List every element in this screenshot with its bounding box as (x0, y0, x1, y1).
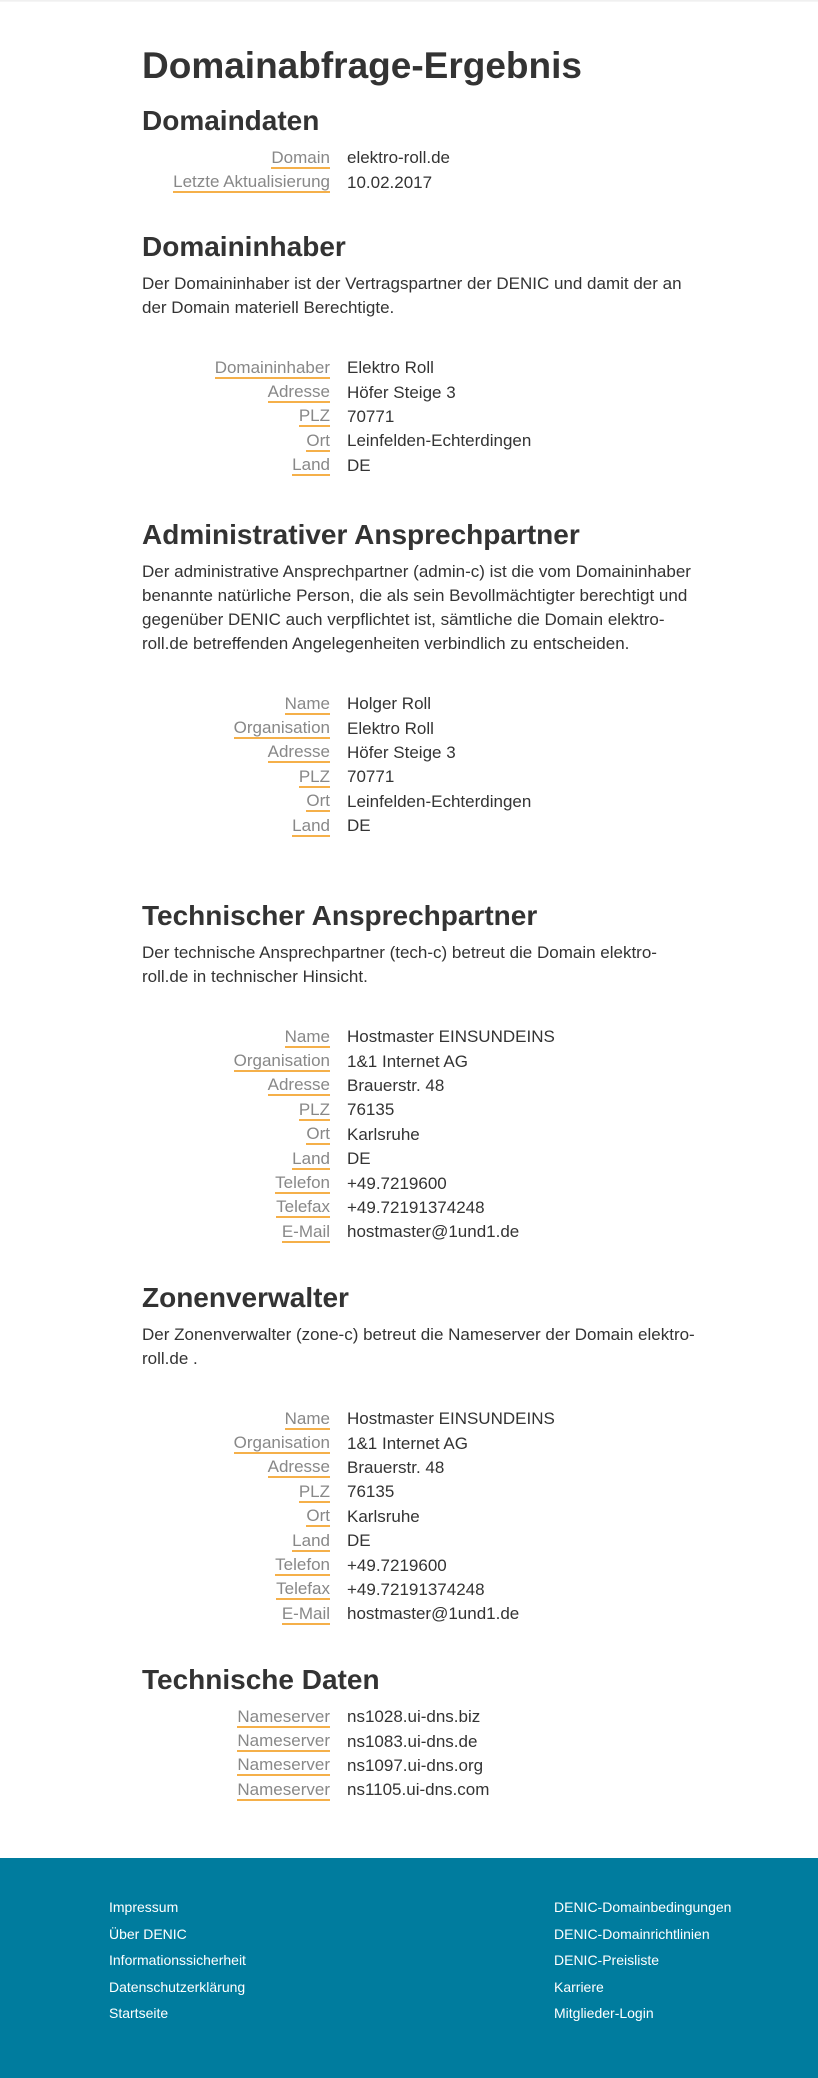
row-label: Organisation (233, 1051, 330, 1071)
row-label-cell (142, 1051, 347, 1072)
domaininhaber-intro: Der Domaininhaber ist der Vertragspartner der DENIC und damit der an der Domain materiell Berechtigte. (142, 274, 682, 317)
row-label-cell (142, 767, 347, 788)
section-tech-c (142, 899, 702, 1245)
row-label: Telefax (276, 1197, 330, 1217)
row-label-cell (142, 1555, 347, 1576)
row-label: Letzte Aktualisierung (173, 172, 330, 192)
data-row (142, 146, 450, 170)
row-label: Nameserver (237, 1779, 330, 1799)
row-value: Brauerstr. 48 (347, 1457, 445, 1477)
footer-link[interactable]: Startseite (109, 2005, 169, 2021)
data-row (142, 716, 702, 740)
row-value: ns1083.ui-dns.de (347, 1731, 478, 1751)
data-row (142, 170, 450, 194)
row-label: Adresse (267, 742, 330, 762)
main-content (142, 44, 702, 1800)
footer-link[interactable]: Mitglieder-Login (554, 2005, 654, 2021)
row-label-cell (142, 1433, 347, 1454)
row-value: DE (347, 455, 371, 475)
row-label: Telefon (275, 1173, 330, 1193)
row-value: Hostmaster EINSUNDEINS (347, 1409, 555, 1429)
row-label: Domaininhaber (214, 357, 330, 377)
row-label-cell (142, 431, 347, 452)
data-row (142, 1147, 702, 1171)
row-value: Leinfelden-Echterdingen (347, 791, 532, 811)
section-heading-admin-c: Administrativer Ansprechpartner (142, 519, 580, 550)
row-label: PLZ (298, 1099, 330, 1119)
data-row (142, 1171, 702, 1195)
row-value: hostmaster@1und1.de (347, 1222, 520, 1242)
data-row (142, 1578, 702, 1602)
data-row (142, 1049, 702, 1073)
data-row (142, 1196, 702, 1220)
data-row (142, 380, 702, 404)
row-label: Name (284, 693, 330, 713)
row-label-cell (142, 1531, 347, 1552)
zone-c-list (142, 1407, 702, 1627)
row-label: Domain (271, 147, 330, 167)
row-label-cell (142, 358, 347, 379)
section-heading-domaindaten: Domaindaten (142, 105, 320, 136)
data-row (142, 1754, 489, 1778)
row-label-cell (142, 1604, 347, 1625)
row-label-cell (142, 1197, 347, 1218)
data-row (142, 741, 702, 765)
data-row (142, 1407, 702, 1431)
row-value: +49.72191374248 (347, 1197, 485, 1217)
footer-link[interactable]: Impressum (109, 1899, 179, 1915)
row-label: Ort (306, 1124, 330, 1144)
section-heading-zone-c: Zonenverwalter (142, 1282, 349, 1313)
row-value: DE (347, 1531, 371, 1551)
row-label-cell (142, 1579, 347, 1600)
row-value: 76135 (347, 1482, 395, 1502)
data-row (142, 429, 702, 453)
row-label: Land (292, 1148, 330, 1168)
row-label-cell (142, 382, 347, 403)
data-row (142, 814, 702, 838)
row-label-cell (142, 791, 347, 812)
data-row (142, 1480, 702, 1504)
row-label-cell (142, 1027, 347, 1048)
data-row (142, 692, 702, 716)
row-label: Telefon (275, 1555, 330, 1575)
row-value: Karlsruhe (347, 1124, 420, 1144)
row-label: Name (284, 1026, 330, 1046)
row-value: 76135 (347, 1100, 395, 1120)
domaindaten-list (142, 146, 450, 195)
row-value: 70771 (347, 767, 395, 787)
row-value: DE (347, 1149, 371, 1169)
row-value: hostmaster@1und1.de (347, 1604, 520, 1624)
data-row (142, 1025, 702, 1049)
section-domaininhaber (142, 230, 702, 478)
row-value: Karlsruhe (347, 1506, 420, 1526)
data-row (142, 1778, 489, 1802)
data-row (142, 1074, 702, 1098)
tech-c-intro: Der technische Ansprechpartner (tech-c) betreut die Domain elektro-roll.de in technischer Hinsicht. (142, 943, 657, 986)
row-label-cell (142, 406, 347, 427)
row-label-cell (142, 1457, 347, 1478)
section-domaindaten (142, 104, 450, 195)
row-label: PLZ (298, 1481, 330, 1501)
row-label: Land (292, 455, 330, 475)
section-zone-c (142, 1281, 702, 1627)
data-row (142, 1705, 489, 1729)
row-label: Organisation (233, 1433, 330, 1453)
row-label: Nameserver (237, 1755, 330, 1775)
row-value: elektro-roll.de (347, 148, 450, 168)
data-row (142, 1431, 702, 1455)
section-technische-daten (142, 1663, 489, 1803)
row-label: Organisation (233, 718, 330, 738)
row-value: +49.7219600 (347, 1173, 447, 1193)
section-heading-domaininhaber: Domaininhaber (142, 231, 346, 262)
row-value: 70771 (347, 406, 395, 426)
row-label-cell (142, 1173, 347, 1194)
row-label-cell (142, 694, 347, 715)
row-label: Ort (306, 1506, 330, 1526)
row-value: ns1028.ui-dns.biz (347, 1707, 481, 1727)
data-row (142, 1729, 489, 1753)
row-label-cell (142, 1506, 347, 1527)
row-value: 1&1 Internet AG (347, 1433, 468, 1453)
row-value: 10.02.2017 (347, 172, 433, 192)
row-label-cell (142, 1149, 347, 1170)
nameserver-list (142, 1705, 489, 1803)
data-row (142, 1220, 702, 1244)
row-label-cell (142, 816, 347, 837)
row-value: Brauerstr. 48 (347, 1075, 445, 1095)
row-label-cell (142, 1222, 347, 1243)
row-label: Land (292, 1530, 330, 1550)
row-label: E-Mail (281, 1221, 330, 1241)
row-label: Ort (306, 791, 330, 811)
data-row (142, 1553, 702, 1577)
row-label: PLZ (298, 766, 330, 786)
row-label: Name (284, 1408, 330, 1428)
data-row (142, 1456, 702, 1480)
row-label: PLZ (298, 406, 330, 426)
row-value: Elektro Roll (347, 718, 434, 738)
row-value: +49.7219600 (347, 1555, 447, 1575)
row-label: Adresse (267, 1457, 330, 1477)
row-label-cell (142, 172, 347, 193)
data-row (142, 1123, 702, 1147)
admin-c-intro: Der administrative Ansprechpartner (admin-c) ist die vom Domaininhaber benannte natürliche Person, die als sein Bevollmächtigter berechtigt und gegenüber DENIC auch verpflichtet ist, sämtliche die Domain elektro-roll.de betreffenden Angelegenheiten verbindlich zu entscheiden. (142, 562, 691, 653)
footer-link[interactable]: DENIC-Domainbedingungen (554, 1899, 732, 1915)
row-value: ns1097.ui-dns.org (347, 1755, 484, 1775)
row-label: Adresse (267, 1075, 330, 1095)
row-value: ns1105.ui-dns.com (347, 1780, 490, 1800)
row-value: 1&1 Internet AG (347, 1051, 468, 1071)
row-value: Hostmaster EINSUNDEINS (347, 1027, 555, 1047)
row-value: Elektro Roll (347, 358, 434, 378)
footer-link[interactable]: Datenschutzerklärung (109, 1978, 246, 1995)
row-value: Höfer Steige 3 (347, 382, 456, 402)
row-label-cell (142, 1409, 347, 1430)
row-label-cell (142, 1075, 347, 1096)
row-label-cell (142, 148, 347, 169)
footer-links-left (109, 1894, 246, 2027)
data-row (142, 356, 702, 380)
row-label: Land (292, 815, 330, 835)
row-label-cell (142, 1707, 347, 1728)
row-label-cell (142, 718, 347, 739)
row-label-cell (142, 1100, 347, 1121)
footer-link[interactable]: Karriere (554, 1978, 604, 1995)
row-label: Adresse (267, 382, 330, 402)
row-value: +49.72191374248 (347, 1579, 485, 1599)
row-value: Leinfelden-Echterdingen (347, 431, 532, 451)
data-row (142, 1602, 702, 1626)
footer-link[interactable]: Über DENIC (109, 1925, 187, 1942)
data-row (142, 1098, 702, 1122)
row-label-cell (142, 1124, 347, 1145)
data-row (142, 454, 702, 478)
section-heading-tech-c: Technischer Ansprechpartner (142, 900, 538, 931)
row-value: Höfer Steige 3 (347, 742, 456, 762)
footer (0, 1858, 818, 2078)
data-row (142, 790, 702, 814)
tech-c-list (142, 1025, 702, 1245)
row-label-cell (142, 1482, 347, 1503)
domaininhaber-list (142, 356, 702, 478)
row-label: Ort (306, 430, 330, 450)
data-row (142, 405, 702, 429)
footer-link[interactable]: Informationssicherheit (109, 1952, 246, 1968)
data-row (142, 1529, 702, 1553)
top-border (0, 0, 818, 2)
section-admin-c (142, 518, 702, 838)
section-heading-technische-daten: Technische Daten (142, 1664, 380, 1695)
row-label: Telefax (276, 1579, 330, 1599)
data-row (142, 765, 702, 789)
row-label-cell (142, 455, 347, 476)
zone-c-intro: Der Zonenverwalter (zone-c) betreut die Nameserver der Domain elektro-roll.de . (142, 1325, 695, 1368)
row-label: Nameserver (237, 1706, 330, 1726)
footer-link[interactable]: DENIC-Domainrichtlinien (554, 1925, 710, 1942)
admin-c-list (142, 692, 702, 838)
row-label: Nameserver (237, 1731, 330, 1751)
row-value: Holger Roll (347, 694, 432, 714)
data-row (142, 1505, 702, 1529)
row-label-cell (142, 1731, 347, 1752)
row-label-cell (142, 1755, 347, 1776)
page-title: Domainabfrage-Ergebnis (142, 45, 582, 86)
row-label: E-Mail (281, 1603, 330, 1623)
row-value: DE (347, 816, 371, 836)
footer-link[interactable]: DENIC-Preisliste (554, 1952, 660, 1968)
row-label-cell (142, 1780, 347, 1801)
footer-links-right (554, 1894, 731, 2027)
row-label-cell (142, 742, 347, 763)
